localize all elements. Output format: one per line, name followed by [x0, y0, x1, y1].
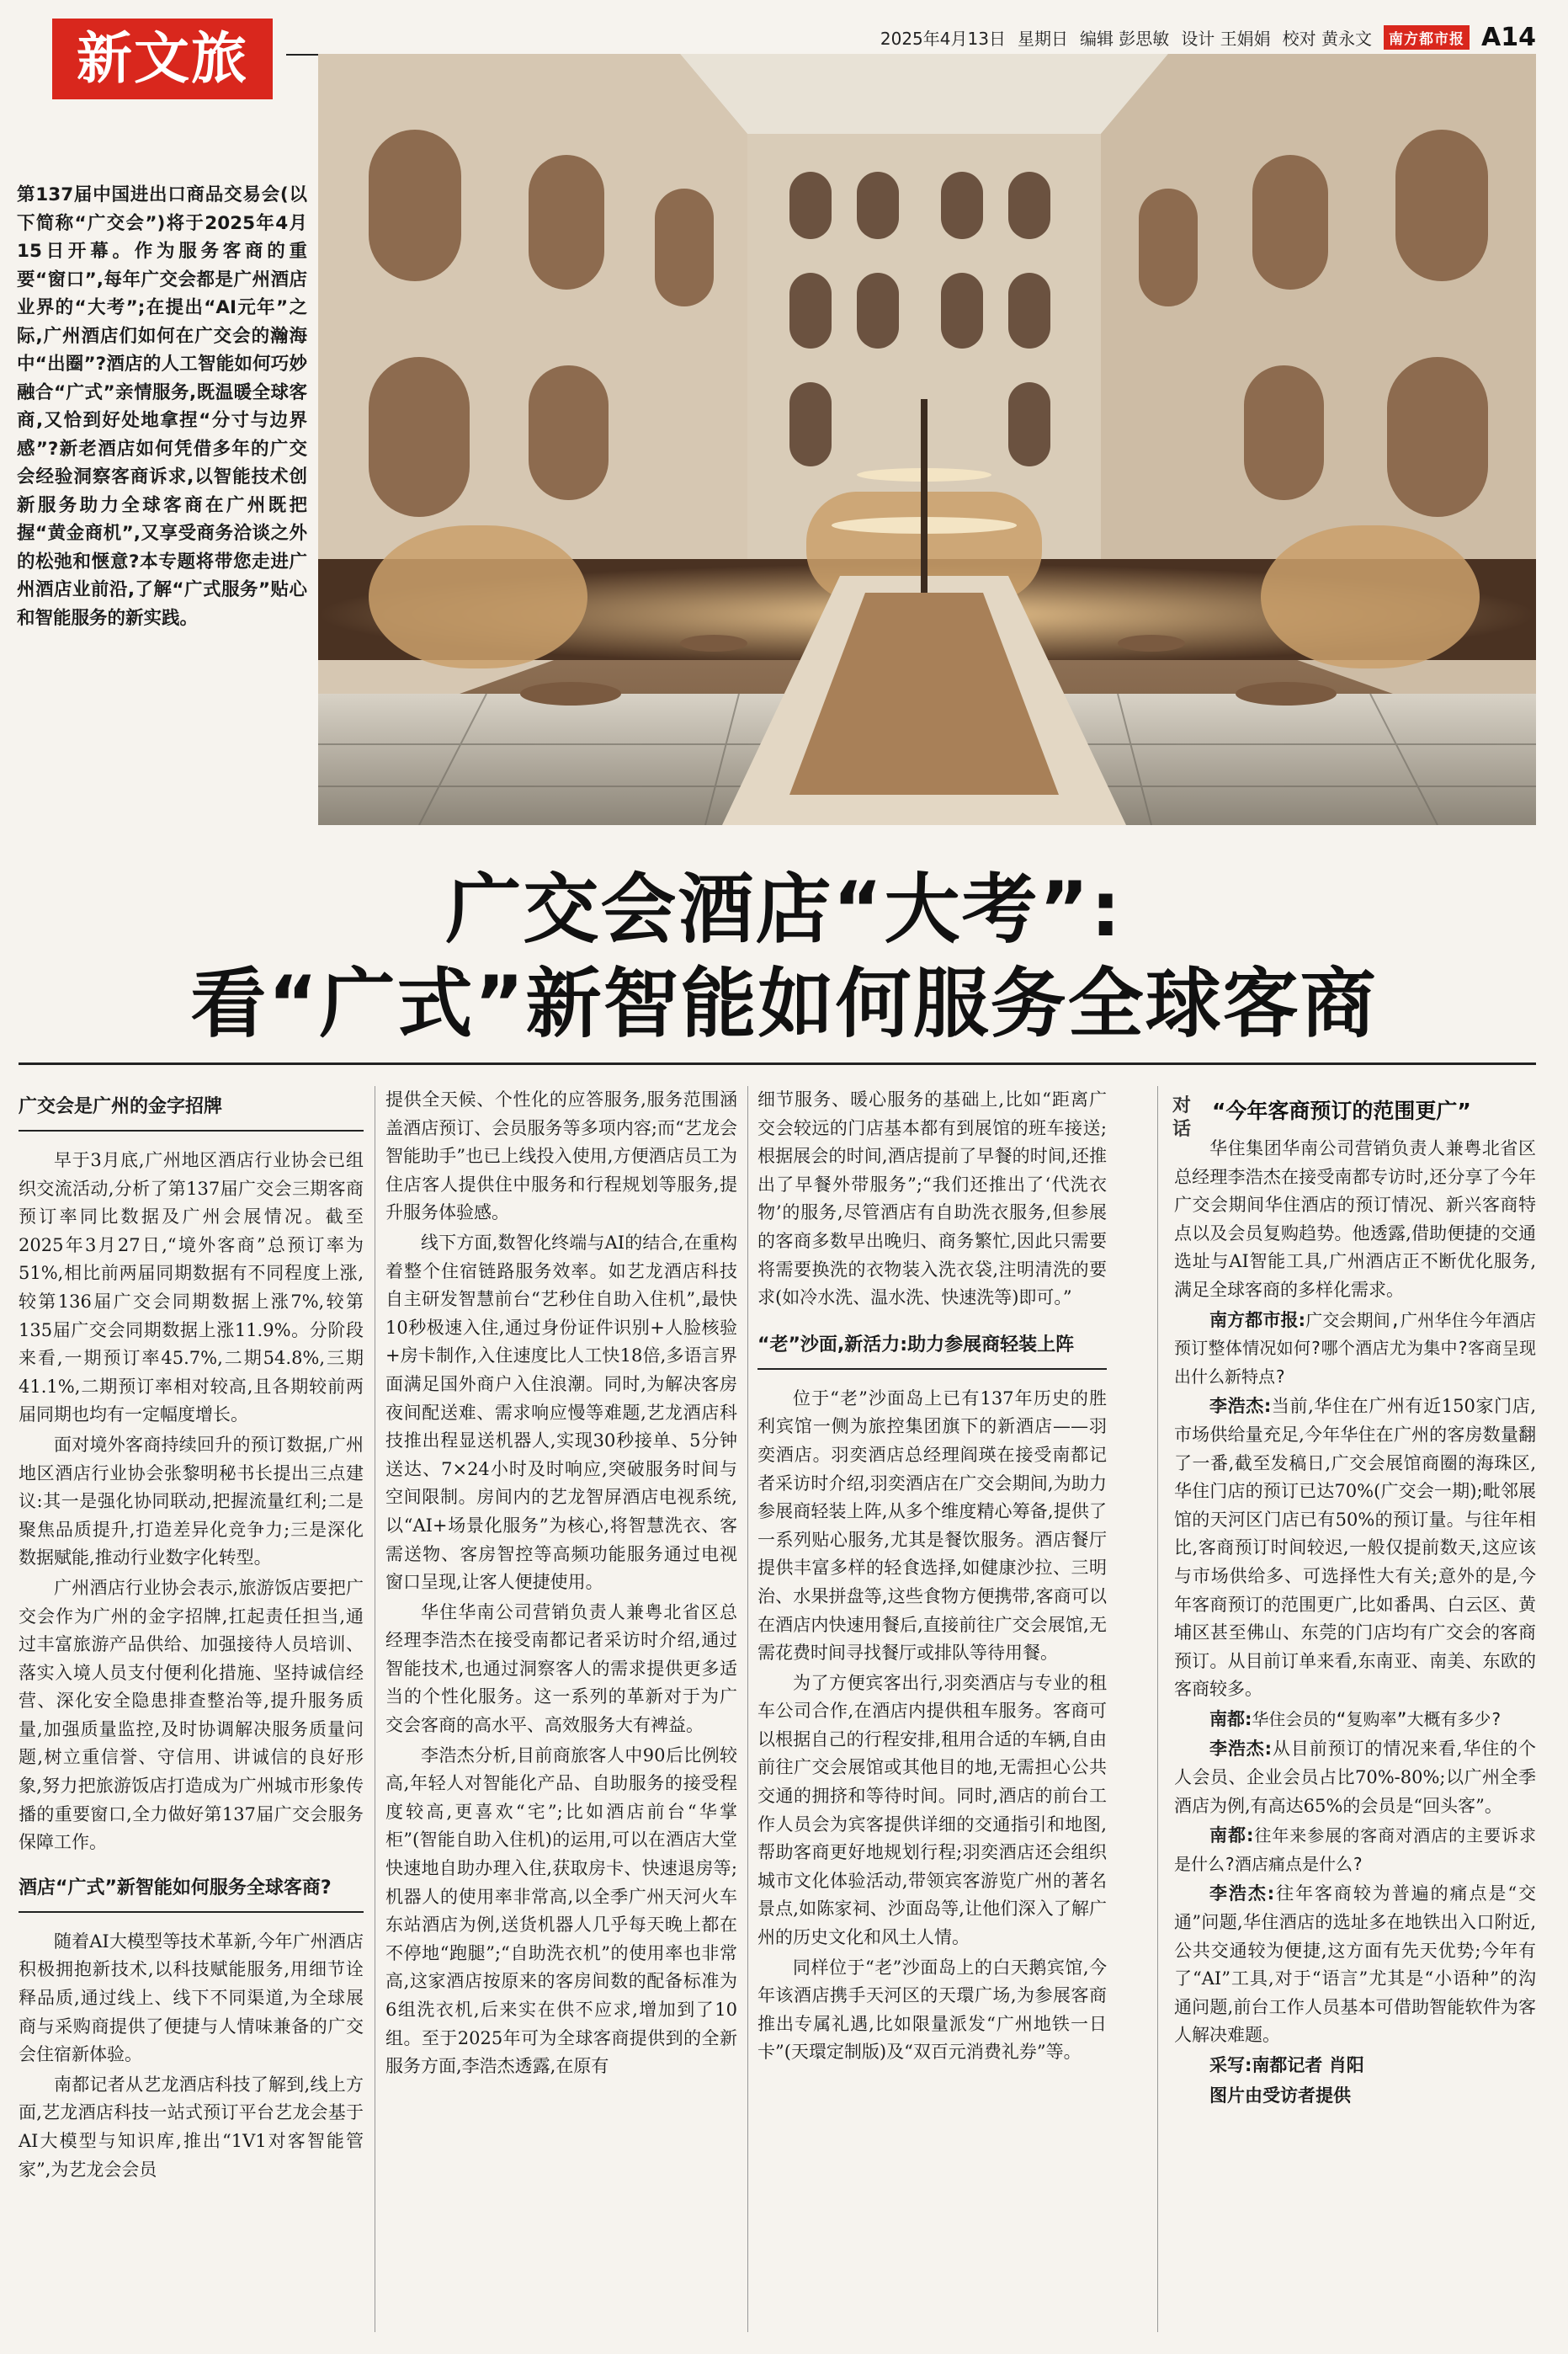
subhead-smart-service: 酒店“广式”新智能如何服务全球客商?	[19, 1874, 364, 1913]
hotel-atrium-illustration	[318, 54, 1536, 825]
column-2	[385, 1086, 737, 2083]
answer-text: 当前,华住在广州有近150家门店,市场供给量充足,今年华住在广州的客房数量翻了一番,截至发稿日,广交会展馆商圈的海珠区,华住门店的预订已达70%(广交会一期);毗邻展馆的天河区门店已有50%的预订量。与往年相比,客商预订时间较迟,一般仅提前数天,这应该与市场供给多、可选择性大有关;意外的是,今年客商预订的范围更广,比如番禺、白云区、黄埔区甚至佛山、东莞的门店均有广交会的客商预订。从目前订单来看,东南亚、南美、东欧的客商较多。	[1174, 1396, 1536, 1700]
paragraph: 华住集团华南公司营销负责人兼粤北省区总经理李浩杰在接受南都专访时,还分享了今年广交会期间华住酒店的预订情况、新兴客商特点以及会员复购趋势。他透露,借助便捷的交通选址与AI智能工具,广州酒店正不断优化服务,满足全球客商的多样化需求。	[1174, 1138, 1536, 1300]
photo-credit: 图片由受访者提供	[1209, 2085, 1351, 2106]
paragraph: 细节服务、暖心服务的基础上,比如“距离广交会较远的门店基本都有到展馆的班车接送;根据展会的时间,酒店提前了早餐的时间,还推出了早餐外带服务”;“我们还推出了‘代洗衣物’的服务,尽管酒店有自助洗衣服务,但参展的客商多数早出晚归、商务繁忙,因此只需要将需要换洗的衣物装入洗衣袋,注明清洗的要求(如冷水洗、温水洗、快速洗等)即可。”	[757, 1089, 1107, 1308]
paragraph: 面对境外客商持续回升的预订数据,广州地区酒店行业协会张黎明秘书长提出三点建议:其一是强化协同联动,把握流量红利;二是聚焦品质提升,打造差异化竞争力;三是深化数据赋能,推动行业数字化转型。	[19, 1434, 364, 1568]
dialogue-title: “今年客商预订的范围更广”	[1212, 1099, 1471, 1123]
header-info	[880, 22, 1536, 52]
design-credit: 设计 王娟娟	[1181, 28, 1271, 49]
issue-date: 2025年4月13日	[880, 28, 1006, 49]
qa-answer	[1174, 1735, 1536, 1820]
paragraph: 线下方面,数智化终端与AI的结合,在重构着整个住宿链路服务效率。如艺龙酒店科技自主研发智慧前台“艺秒住自助入住机”,最快10秒极速入住,通过身份证件识别+人脸核验+房卡制作,入住速度比人工快18倍,多语言界面满足国外商户入住浪潮。同时,为解决客房夜间配送难、需求响应慢等难题,艺龙酒店科技推出程显送机器人,实现30秒接单、5分钟送达、7×24小时及时响应,突破服务时间与空间限制。房间内的艺龙智屏酒店电视系统,以“AI+场景化服务”为核心,将智慧洗衣、客需送物、客房智控等高频功能服务通过电视窗口呈现,让客人便捷使用。	[385, 1232, 737, 1593]
interviewer-name: 南都:	[1209, 1825, 1254, 1846]
issue-weekday: 星期日	[1017, 28, 1068, 49]
headline-line-1: 广交会酒店“大考”:	[445, 865, 1123, 954]
editor-credit: 编辑 彭思敏	[1079, 28, 1170, 49]
body-top-rule	[19, 1062, 1536, 1065]
paragraph: 华住华南公司营销负责人兼粤北省区总经理李浩杰在接受南都记者采访时介绍,通过智能技术,也通过洞察客人的需求提供更多适当的个性化服务。这一系列的革新对于为广交会客商的高水平、高效服务大有裨益。	[385, 1601, 737, 1736]
interviewer-name: 南方都市报:	[1209, 1309, 1306, 1330]
paragraph: 早于3月底,广州地区酒店行业协会已组织交流活动,分析了第137届广交会三期客商预订率同比数据及广州会展情况。截至2025年3月27日,“境外客商”总预订率为51%,相比前两届同期数据有不同程度上涨,较第136届广交会同期数据上涨7%,较第135届广交会同期数据上涨11.9%。分阶段来看,一期预订率45.7%,二期54.8%,三期41.1%,二期预订率相对较高,且各期较前两届同期也均有一定幅度增长。	[19, 1150, 364, 1425]
dialogue-tag-char: 话	[1172, 1119, 1191, 1140]
headline	[0, 863, 1568, 1052]
subhead-golden-brand: 广交会是广州的金字招牌	[19, 1093, 364, 1132]
paragraph: 位于“老”沙面岛上已有137年历史的胜利宾馆一侧为旅控集团旗下的新酒店——羽奕酒店。羽奕酒店总经理阎瑛在接受南都记者采访时介绍,羽奕酒店在广交会期间,为助力参展商轻装上阵,从多个维度精心筹备,提供了一系列贴心服务,尤其是餐饮服务。酒店餐厅提供丰富多样的轻食选择,如健康沙拉、三明治、水果拼盘等,这些食物方便携带,客商可以在酒店内快速用餐后,直接前往广交会展馆,无需花费时间寻找餐厅或排队等待用餐。	[757, 1387, 1107, 1664]
paragraph: 为了方便宾客出行,羽奕酒店与专业的租车公司合作,在酒店内提供租车服务。客商可以根据自己的行程安排,租用合适的车辆,自由前往广交会展馆或其他目的地,无需担心公共交通的拥挤和等待时间。同时,酒店的前台工作人员会为宾客提供详细的交通指引和地图,帮助客商更好地规划行程;羽奕酒店还会组织城市文化体验活动,带领宾客游览广州的著名景点,如陈家祠、沙面岛等,让他们深入了解广州的历史文化和风土人情。	[757, 1672, 1107, 1948]
interviewee-name: 李浩杰:	[1209, 1883, 1275, 1904]
hotel-atrium-photo	[318, 54, 1536, 825]
paragraph: 同样位于“老”沙面岛上的白天鹅宾馆,今年该酒店携手天河区的天環广场,为参展客商推出专属礼遇,比如限量派发“广州地铁一日卡”(天環定制版)及“双百元消费礼券”等。	[757, 1957, 1107, 2063]
qa-question	[1174, 1307, 1536, 1392]
section-badge: 新文旅	[52, 19, 273, 99]
interviewee-name: 李浩杰:	[1209, 1739, 1273, 1760]
reporter-credit: 采写:南都记者 肖阳	[1209, 2055, 1364, 2075]
interviewee-name: 李浩杰:	[1209, 1396, 1272, 1417]
answer-text: 从目前预订的情况来看,华住的个人会员、企业会员占比70%-80%;以广州全季酒店为例,有高达65%的会员是“回头客”。	[1174, 1739, 1536, 1816]
dialogue-tag-char: 对	[1172, 1095, 1191, 1116]
question-text: 往年来参展的客商对酒店的主要诉求是什么?酒店痛点是什么?	[1174, 1825, 1536, 1874]
qa-answer	[1174, 1880, 1536, 2050]
column-4	[1174, 1135, 1536, 2112]
column-3	[757, 1086, 1107, 2069]
column-1	[19, 1086, 364, 2186]
intro-paragraph: 第137届中国进出口商品交易会(以下简称“广交会”)将于2025年4月15日开幕。作为服务客商的重要“窗口”,每年广交会都是广州酒店业界的“大考”;在提出“AI元年”之际,广州酒店们如何在广交会的瀚海中“出圈”?酒店的人工智能如何巧妙融合“广式”亲情服务,既温暖全球客商,又恰到好处地拿捏“分寸与边界感”?新老酒店如何凭借多年的广交会经验洞察客商诉求,以智能技术创新服务助力全球客商在广州既把握“黄金商机”,又享受商务洽谈之外的松弛和惬意?本专题将带您走进广州酒店业前沿,了解“广式服务”贴心和智能服务的新实践。	[17, 184, 307, 629]
question-text: 广交会期间,广州华住今年酒店预订整体情况如何?哪个酒店尤为集中?客商呈现出什么新特点?	[1174, 1309, 1536, 1387]
paragraph: 李浩杰分析,目前商旅客人中90后比例较高,年轻人对智能化产品、自助服务的接受程度较高,更喜欢“宅”;比如酒店前台“华掌柜”(智能自助入住机)的运用,可以在酒店大堂快速地自助办理入住,获取房卡、快速退房等;机器人的使用率非常高,以全季广州天河火车东站酒店为例,送货机器人几乎每天晚上都在不停地“跑腿”;“自助洗衣机”的使用率也非常高,这家酒店按原来的客房间数的配备标准为6组洗衣机,后来实在供不应求,增加到了10组。至于2025年可为全球客商提供到的全新服务方面,李浩杰透露,在原有	[385, 1744, 737, 2077]
page-number: A14	[1481, 22, 1536, 52]
column-divider	[1157, 1086, 1158, 2332]
qa-question	[1174, 1822, 1536, 1878]
paper-logo: 南方都市报	[1384, 25, 1470, 50]
column-divider	[747, 1086, 748, 2332]
headline-line-2: 看“广式”新智能如何服务全球客商	[190, 960, 1378, 1048]
subhead-shamian: “老”沙面,新活力:助力参展商轻装上阵	[757, 1331, 1107, 1370]
interviewer-name: 南都:	[1209, 1708, 1252, 1729]
paragraph: 南都记者从艺龙酒店科技了解到,线上方面,艺龙酒店科技一站式预订平台艺龙会基于AI大模型与知识库,推出“1V1对客智能管家”,为艺龙会会员	[19, 2074, 364, 2180]
qa-question	[1174, 1706, 1536, 1734]
qa-answer	[1174, 1393, 1536, 1704]
answer-text: 往年客商较为普遍的痛点是“交通”问题,华住酒店的选址多在地铁出入口附近,公共交通较为便捷,这方面有先天优势;今年有了“AI”工具,对于“语言”尤其是“小语种”的沟通问题,前台工作人员基本可借助智能软件为客人解决难题。	[1174, 1883, 1536, 2046]
paragraph: 提供全天候、个性化的应答服务,服务范围涵盖酒店预订、会员服务等多项内容;而“艺龙会智能助手”也已上线投入使用,方便酒店员工为住店客人提供住中服务和行程规划等服务,提升服务体验感。	[385, 1089, 737, 1223]
question-text: 华住会员的“复购率”大概有多少?	[1252, 1708, 1502, 1729]
paragraph: 广州酒店行业协会表示,旅游饭店要把广交会作为广州的金字招牌,扛起责任担当,通过丰富旅游产品供给、加强接待人员培训、落实入境人员支付便利化措施、坚持诚信经营、深化安全隐患排查整治等,提升服务质量,加强质量监控,及时协调解决服务质量问题,树立重信誉、守信用、讲诚信的良好形象,努力把旅游饭店打造成为广州城市形象传播的重要窗口,全力做好第137届广交会服务保障工作。	[19, 1577, 364, 1853]
proof-credit: 校对 黄永文	[1282, 28, 1373, 49]
paragraph: 随着AI大模型等技术革新,今年广州酒店积极拥抱新技术,以科技赋能服务,用细节诠释品质,通过线上、线下不同渠道,为全球展商与采购商提供了便捷与人情味兼备的广交会住宿新体验。	[19, 1931, 364, 2065]
